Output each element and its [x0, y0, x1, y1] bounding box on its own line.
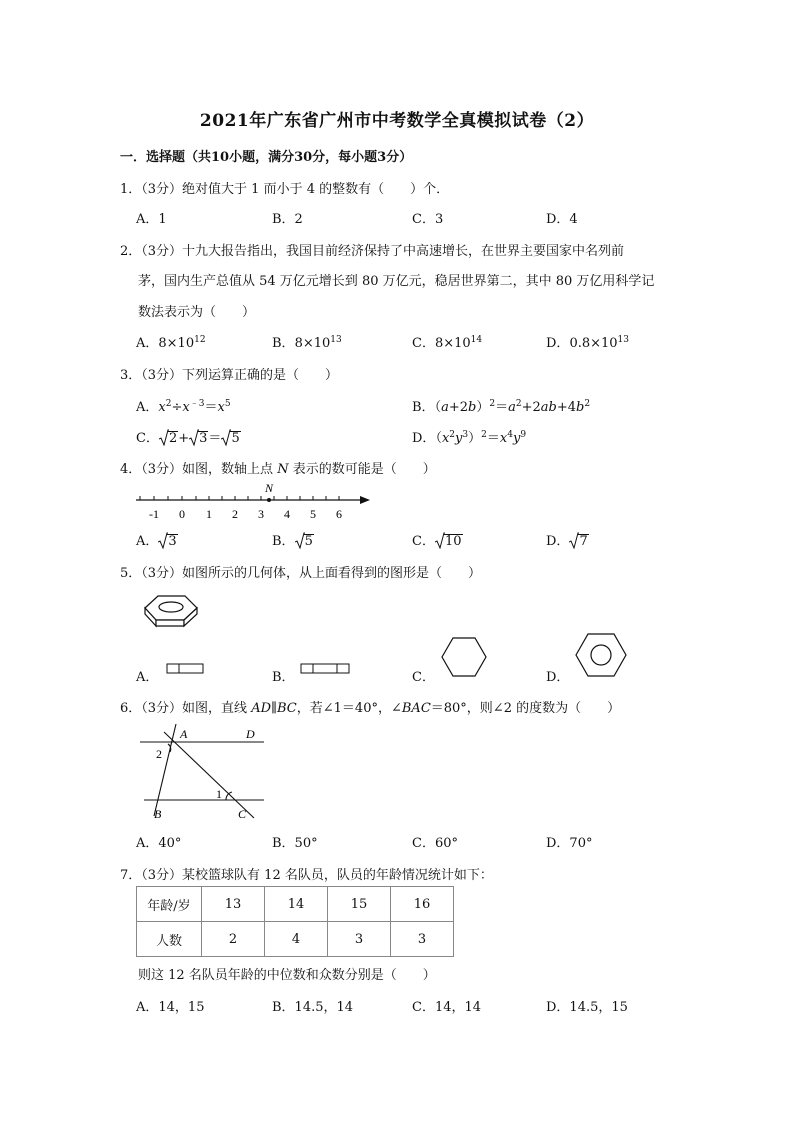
q7-option-c: C．14，14 [412, 1000, 482, 1015]
q5-option-c-label: C． [412, 670, 435, 685]
label-b: B [154, 807, 162, 821]
q1-option-d: D．4 [546, 212, 578, 227]
page-title: 2021年广东省广州市中考数学全真模拟试卷（2） [199, 111, 595, 131]
label-d: D [246, 727, 255, 741]
q2-stem-line1: 2．（3分）十九大报告指出，我国目前经济保持了中高速增长，在世界主要国家中名列前 [120, 244, 625, 259]
table-cell: 13 [202, 887, 265, 922]
label-a: A [180, 727, 188, 741]
tick-label: 1 [206, 507, 212, 521]
tick-label: -1 [149, 507, 159, 521]
q4-option-c: C． 10 [412, 534, 462, 549]
table-cell: 3 [328, 922, 391, 957]
label-c: C [238, 807, 247, 821]
q5-option-b-figure [300, 662, 352, 676]
q3-stem: 3．（3分）下列运算正确的是（ ） [120, 368, 339, 383]
q2-option-c: C．$8\times 10^{14}$ [412, 335, 483, 351]
table-cell: 人数 [137, 922, 202, 957]
tick-label: 2 [232, 507, 238, 521]
number-line-figure [130, 478, 380, 524]
q7-stem: 7．（3分）某校篮球队有 12 名队员，队员的年龄情况统计如下： [120, 868, 493, 883]
q1-option-b: B．2 [272, 212, 303, 227]
q5-option-c-hexagon [440, 636, 488, 678]
table-cell: 4 [265, 922, 328, 957]
table-cell: 15 [328, 887, 391, 922]
q5-option-d-hexagon-circle [574, 632, 628, 678]
q2-stem-line2: 茅，国内生产总值从 54 万亿元增长到 80 万亿元，稳居世界第二，其中 80 万亿用科学记 [138, 274, 655, 289]
q3-option-b: B．$(a+2b)^2=a^2+2ab+4b^2$ [412, 399, 591, 415]
label-angle-1: 1 [216, 787, 222, 801]
q4-option-d: D． 7 [546, 534, 588, 549]
q5-stem: 5．（3分）如图所示的几何体，从上面看得到的图形是（ ） [120, 566, 482, 581]
q6-option-b: B．50° [272, 836, 318, 851]
q4-option-b: B． 5 [272, 534, 313, 549]
table-cell: 14 [265, 887, 328, 922]
tick-label: 4 [284, 507, 290, 521]
q6-stem: 6．（3分）如图，直线 AD∥BC，若∠1＝40°，∠BAC＝80°，则∠2 的度数为（ ） [120, 701, 621, 716]
tick-label: 0 [179, 507, 185, 521]
point-n-marker [267, 498, 271, 502]
tick-label: 6 [336, 507, 342, 521]
q6-option-a: A．40° [136, 836, 182, 851]
q7-option-a: A．14，15 [136, 1000, 205, 1015]
hex-nut-3d-figure [140, 586, 202, 628]
q2-option-b: B．$8\times 10^{13}$ [272, 335, 342, 351]
q7-option-b: B．14.5，14 [272, 1000, 354, 1015]
q7-option-d: D．14.5，15 [546, 1000, 628, 1015]
q3-option-a: A．$x^2\div x^{﹣3}=x^5$ [136, 399, 231, 415]
q6-option-c: C．60° [412, 836, 458, 851]
q7-followup: 则这 12 名队员年龄的中位数和众数分别是（ ） [138, 968, 436, 983]
q3-option-c: C． 2+ 3＝ 5 [136, 431, 240, 446]
table-cell: 16 [391, 887, 454, 922]
q2-option-d: D．$0.8\times 10^{13}$ [546, 335, 629, 351]
q1-stem: 1．（3分）绝对值大于 1 而小于 4 的整数有（ ）个． [120, 182, 450, 197]
q5-option-b-label: B． [272, 670, 295, 685]
q3-option-d: D．$(x^2y^3)^2=x^4y^9$ [412, 430, 527, 446]
q2-option-a: A．$8\times 10^{12}$ [136, 335, 206, 351]
age-table [136, 886, 454, 957]
q5-option-a-figure [166, 662, 206, 676]
section-header: 一．选择题（共10小题，满分30分，每小题3分） [120, 150, 413, 165]
table-cell: 年龄/岁 [137, 887, 202, 922]
q4-option-a: A． 3 [136, 534, 177, 549]
parallel-lines-figure [134, 722, 274, 826]
label-angle-2: 2 [156, 747, 162, 761]
point-n-label: N [265, 481, 274, 495]
q5-option-d-label: D． [546, 670, 570, 685]
tick-label: 5 [310, 507, 316, 521]
q1-option-c: C．3 [412, 212, 444, 227]
table-cell: 3 [391, 922, 454, 957]
q2-stem-line3: 数法表示为（ ） [138, 305, 256, 320]
tick-label: 3 [258, 507, 264, 521]
table-row [137, 922, 454, 957]
q6-option-d: D．70° [546, 836, 593, 851]
table-cell: 2 [202, 922, 265, 957]
q4-stem: 4．（3分）如图，数轴上点 N 表示的数可能是（ ） [120, 462, 436, 477]
q1-option-a: A．1 [136, 212, 167, 227]
table-row [137, 887, 454, 922]
q5-option-a-label: A． [136, 670, 159, 685]
